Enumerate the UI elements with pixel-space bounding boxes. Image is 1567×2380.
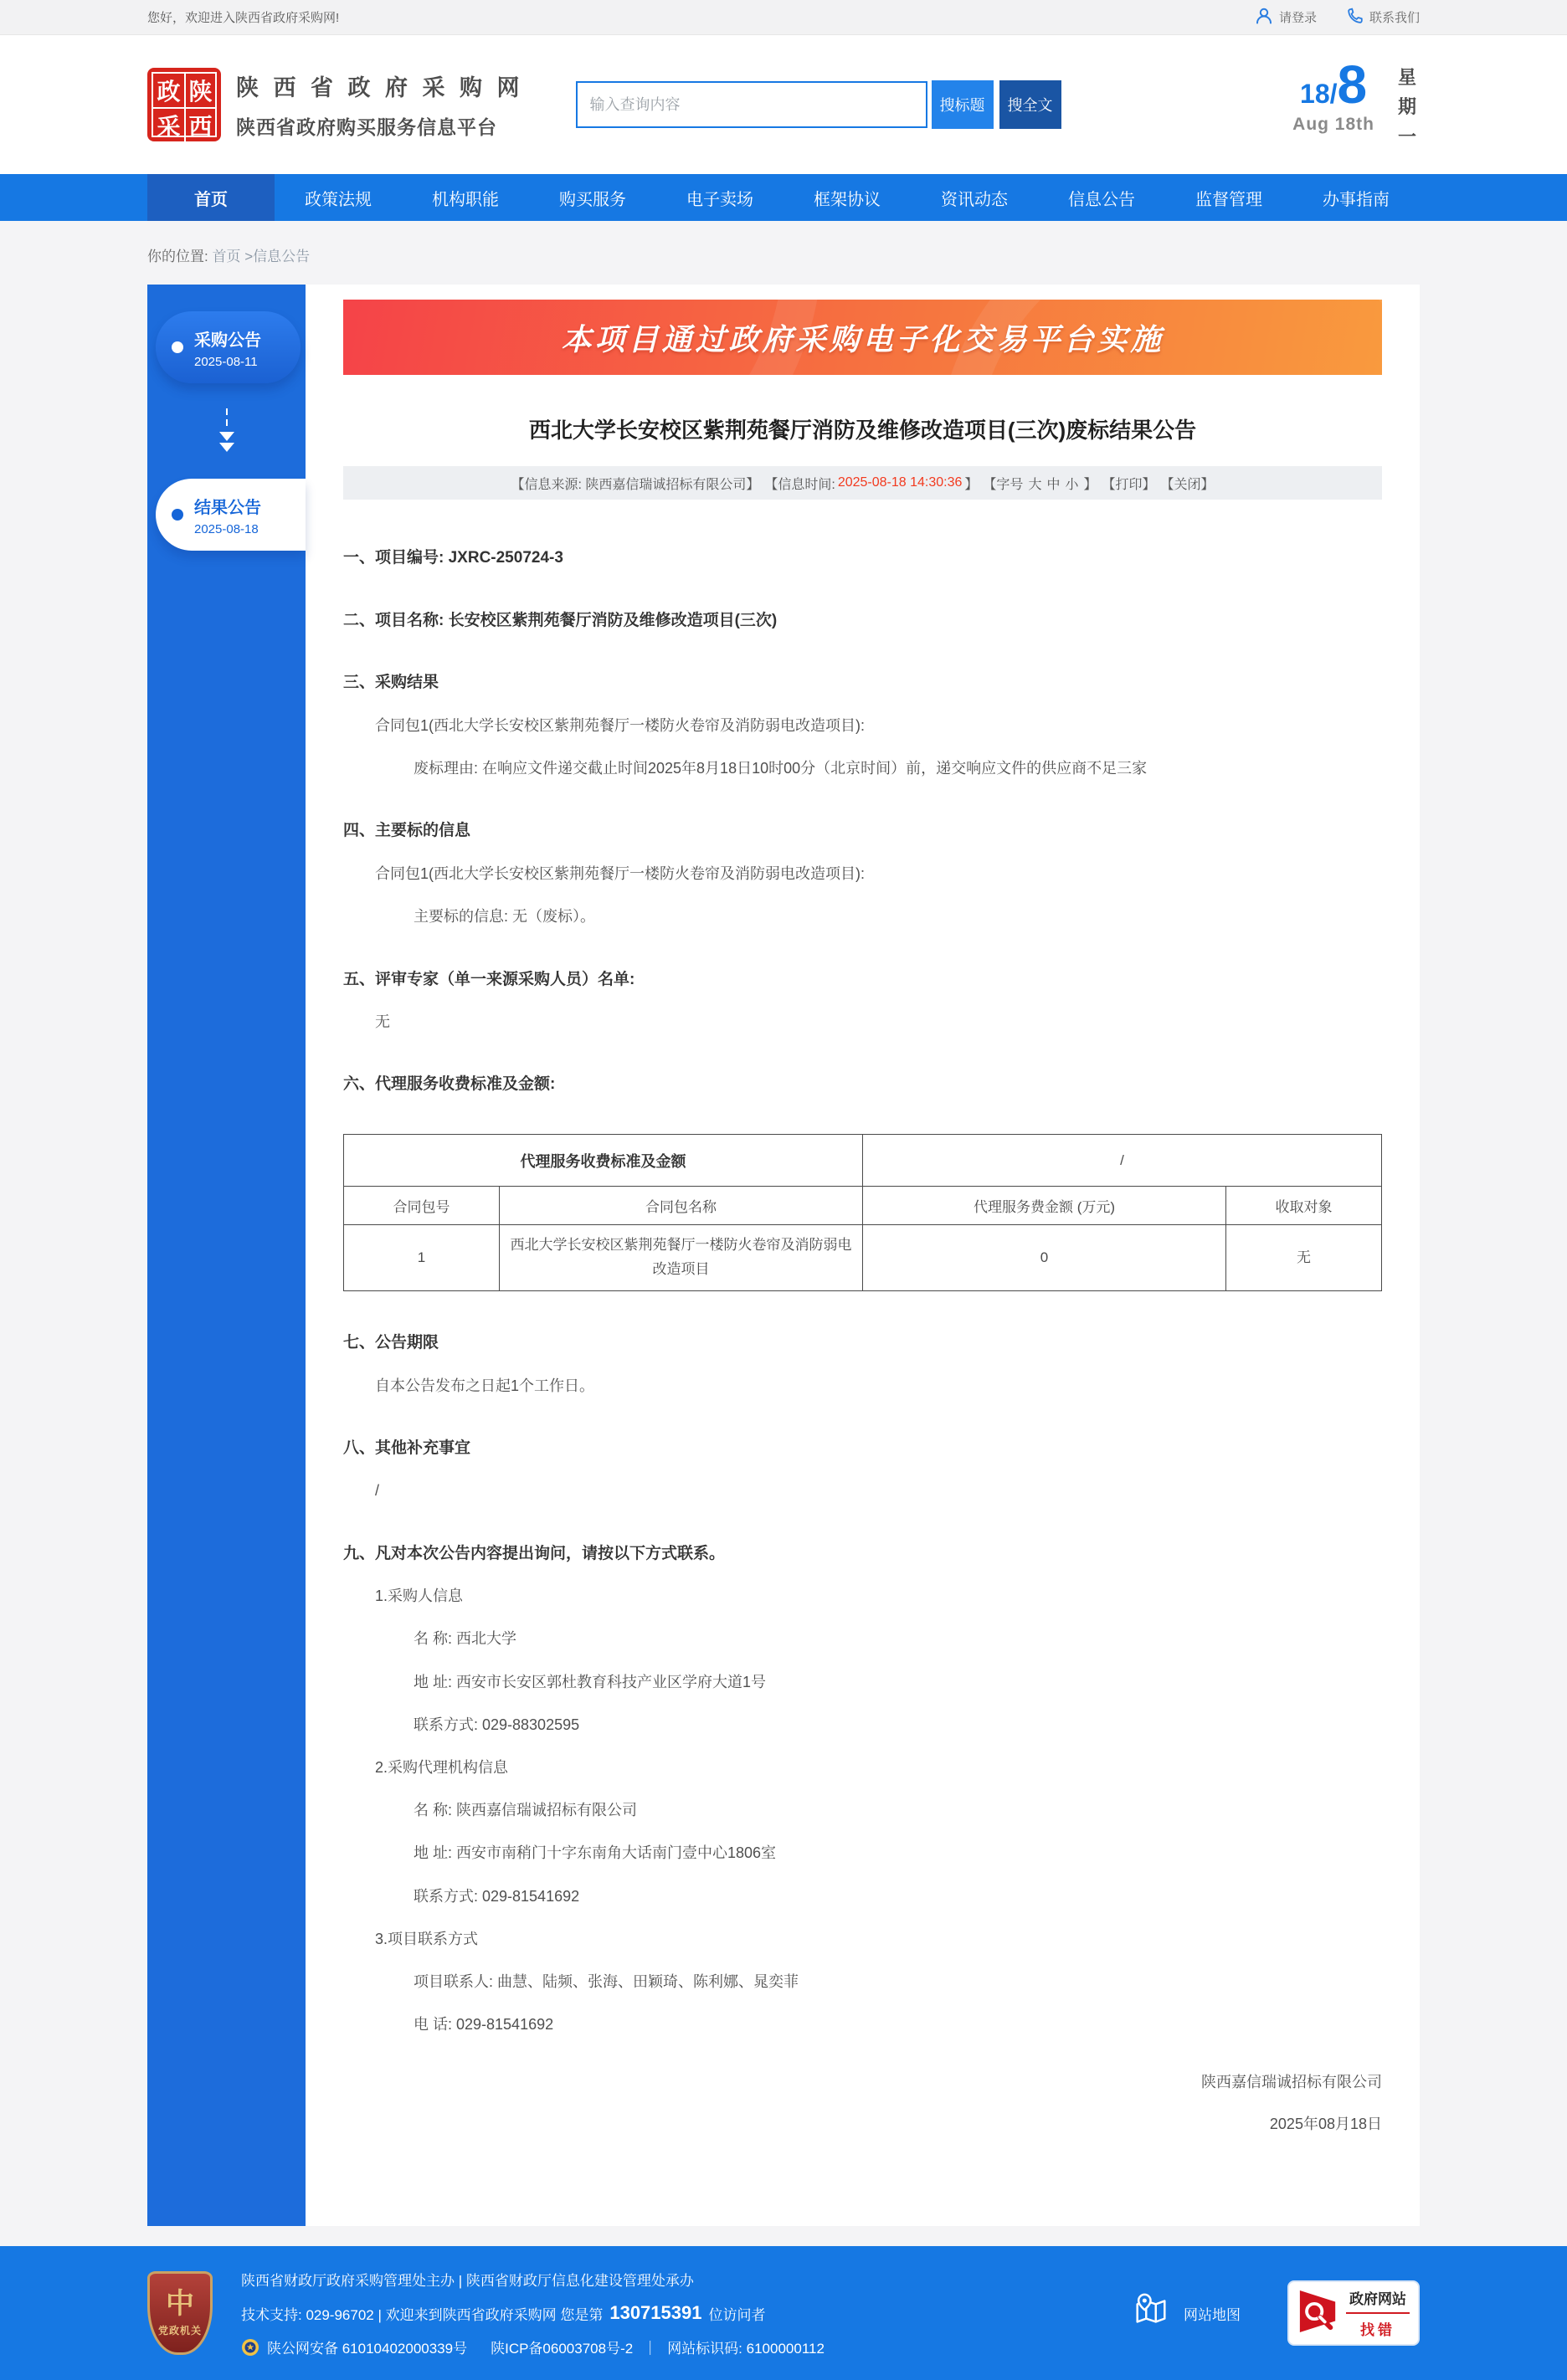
sitemap-link[interactable]: 网站地图	[1184, 2306, 1241, 2323]
nav-item-service-guide[interactable]: 办事指南	[1323, 190, 1390, 209]
error-report-magnifier-icon	[1297, 2286, 1339, 2341]
nav-item-supervision[interactable]: 监督管理	[1195, 190, 1262, 209]
breadcrumb-prefix: 你的位置:	[147, 249, 208, 264]
signature-block	[343, 2070, 1382, 2134]
date-month: 8	[1337, 54, 1368, 115]
fee-table-merged-title: 代理服务收费标准及金额	[344, 1135, 863, 1187]
nav-item-news[interactable]: 资讯动态	[941, 190, 1008, 209]
page-title: 西北大学长安校区紫荆苑餐厅消防及维修改造项目(三次)废标结果公告	[528, 418, 1197, 443]
top-bar	[0, 0, 1567, 35]
footer-tech-line: 技术支持: 029-96702 | 欢迎来到陕西省政府采购网 您是第 130715391 位访问者	[241, 2302, 766, 2324]
meta-time-label: 【信息时间:	[764, 477, 835, 492]
sidebar-item-result-notice[interactable]: 结果公告 2025-08-18	[156, 479, 306, 551]
fee-table-header: 合同包号	[344, 1187, 500, 1225]
section-agency-fee: 六、代理服务收费标准及金额: 代理服务收费标准及金额 / 合同包号 合同包名称 代理服务费金额 (万元) 收取对象 1 西北大学长安校区紫荆苑餐厅一楼防火卷帘及消防弱电改造项目 0 无	[343, 1075, 1382, 1290]
section-procurement-result: 三、采购结果 合同包1(西北大学长安校区紫荆苑餐厅一楼防火卷帘及消防弱电改造项目): 废标理由: 在响应文件递交截止时间2025年8月18日10时00分（北京时间）前，递交响应文件的供应商不足三家	[343, 674, 1148, 777]
date-weekday: 星期一	[1398, 67, 1417, 147]
search-bar	[576, 80, 1061, 129]
main-nav	[0, 174, 1567, 221]
search-title-button[interactable]: 搜标题	[932, 80, 994, 129]
section-expert-list: 五、评审专家（单一来源采购人员）名单: 无	[343, 970, 635, 1031]
fontsize-medium-link[interactable]: 中	[1046, 477, 1061, 492]
meta-source: 【信息来源: 陕西嘉信瑞诚招标有限公司】	[511, 477, 760, 492]
nav-item-functions[interactable]: 机构职能	[432, 190, 499, 209]
meta-fontsize-label: 【字号	[983, 477, 1024, 492]
down-arrow-icon	[147, 408, 306, 452]
nav-item-framework-agreement[interactable]: 框架协议	[814, 190, 881, 209]
site-subtitle: 陕西省政府购买服务信息平台	[236, 116, 497, 138]
sitemap-icon[interactable]	[1132, 2292, 1170, 2335]
visitor-count: 130715391	[609, 2302, 702, 2324]
error-badge-title: 政府网站	[1346, 2287, 1410, 2314]
section-notice-period: 七、公告期限 自本公告发布之日起1个工作日。	[343, 1333, 595, 1394]
user-icon	[1255, 7, 1273, 28]
breadcrumb	[0, 221, 1567, 285]
public-security-record-link[interactable]: 陕公网安备 61010402000339号	[267, 2341, 468, 2357]
date-english: Aug 18th	[1292, 115, 1374, 135]
close-link[interactable]: 【关闭】	[1160, 477, 1215, 492]
police-badge-icon	[241, 2338, 259, 2357]
phone-icon	[1347, 8, 1364, 28]
footer-registration-line: 陕公网安备 61010402000339号 陕ICP备06003708号-2 ｜ 网站标识码: 6100000112	[241, 2336, 825, 2357]
fee-table	[343, 1134, 1382, 1291]
breadcrumb-home-link[interactable]: 首页	[212, 249, 241, 264]
fee-table-merged-value: /	[863, 1135, 1382, 1187]
site-footer	[0, 2246, 1567, 2380]
icp-record-link[interactable]: 陕ICP备06003708号-2	[491, 2341, 634, 2357]
section-project-number: 一、项目编号: JXRC-250724-3	[343, 549, 563, 567]
signature-date: 2025年08月18日	[1269, 2116, 1382, 2133]
announcement-sidebar	[147, 285, 306, 2226]
platform-banner	[343, 300, 1382, 375]
section-contact-info: 九、凡对本次公告内容提出询问，请按以下方式联系。 1.采购人信息 名 称: 西北大学 地 址: 西安市长安区郭杜教育科技产业区学府大道1号 联系方式: 029-88302595 2.采购代理机构信息 名 称: 陕西嘉信瑞诚招标有限公司 地 址: 西安市南稍门十字东南角大话南门壹中心1806室 联系方式: 029-81541692 3.项目联系方式 项目联系人: 曲慧、陆频、张海、田颖琦、陈利娜、晁奕菲 电 话: 029-81541692	[343, 1544, 799, 2034]
main-area	[147, 285, 1420, 2226]
breadcrumb-current[interactable]: >信息公告	[244, 249, 311, 264]
date-widget: 18 / 8 Aug 18th 星期一	[1292, 58, 1420, 151]
search-input[interactable]	[576, 81, 927, 128]
sidebar-item-date: 2025-08-11	[194, 354, 258, 369]
nav-item-e-marketplace[interactable]: 电子卖场	[686, 190, 753, 209]
meta-time: 2025-08-18 14:30:36	[837, 475, 963, 490]
welcome-text: 您好，欢迎进入陕西省政府采购网!	[147, 11, 340, 25]
error-badge-subtitle: 找错	[1360, 2322, 1395, 2339]
nav-item-announcements[interactable]: 信息公告	[1068, 190, 1135, 209]
site-logo: 政 陕 采 西	[147, 68, 221, 141]
bullet-dot-icon	[172, 341, 183, 353]
search-fulltext-button[interactable]: 搜全文	[999, 80, 1061, 129]
fee-table-header: 合同包名称	[500, 1187, 863, 1225]
date-day: 18	[1300, 79, 1330, 110]
nav-item-policies[interactable]: 政策法规	[305, 190, 372, 209]
footer-sponsor-line: 陕西省财政厅政府采购管理处主办 | 陕西省财政厅信息化建设管理处承办	[241, 2273, 694, 2290]
fontsize-small-link[interactable]: 小	[1065, 477, 1079, 492]
section-other-matters: 八、其他补充事宜 /	[343, 1439, 471, 1500]
nav-item-purchase-services[interactable]: 购买服务	[559, 190, 626, 209]
contact-link[interactable]: 联系我们	[1347, 8, 1420, 28]
site-identifier-code: 网站标识码: 6100000112	[667, 2341, 825, 2357]
sidebar-item-date: 2025-08-18	[194, 521, 259, 536]
section-project-name: 二、项目名称: 长安校区紫荆苑餐厅消防及维修改造项目(三次)	[343, 611, 778, 629]
party-government-shield-icon: 中 党政机关	[147, 2271, 213, 2355]
section-main-subject-info: 四、主要标的信息 合同包1(西北大学长安校区紫荆苑餐厅一楼防火卷帘及消防弱电改造项目): 主要标的信息: 无（废标）。	[343, 822, 865, 926]
nav-item-home[interactable]: 首页	[147, 174, 275, 221]
banner-text: 本项目通过政府采购电子化交易平台实施	[561, 321, 1164, 356]
fee-table-header: 收取对象	[1226, 1187, 1382, 1225]
bullet-dot-icon	[172, 509, 183, 521]
government-site-error-report-badge[interactable]	[1287, 2280, 1420, 2346]
table-row: 1 西北大学长安校区紫荆苑餐厅一楼防火卷帘及消防弱电改造项目 0 无	[344, 1225, 1382, 1291]
article-content	[306, 285, 1420, 2226]
fee-table-header: 代理服务费金额 (万元)	[863, 1187, 1226, 1225]
site-name: 陕 西 省 政 府 采 购 网	[236, 75, 524, 100]
print-link[interactable]: 【打印】	[1102, 477, 1156, 492]
site-header	[0, 35, 1567, 174]
login-link[interactable]: 请登录	[1255, 7, 1317, 28]
fontsize-large-link[interactable]: 大	[1028, 477, 1042, 492]
signature-company: 陕西嘉信瑞诚招标有限公司	[1201, 2074, 1382, 2091]
sidebar-item-procurement-notice[interactable]: 采购公告 2025-08-11	[156, 311, 301, 383]
article-meta-bar: 【信息来源: 陕西嘉信瑞诚招标有限公司】 【信息时间: 2025-08-18 14:30:36 】 【字号 大 中 小 】 【打印】 【关闭】	[343, 466, 1382, 500]
